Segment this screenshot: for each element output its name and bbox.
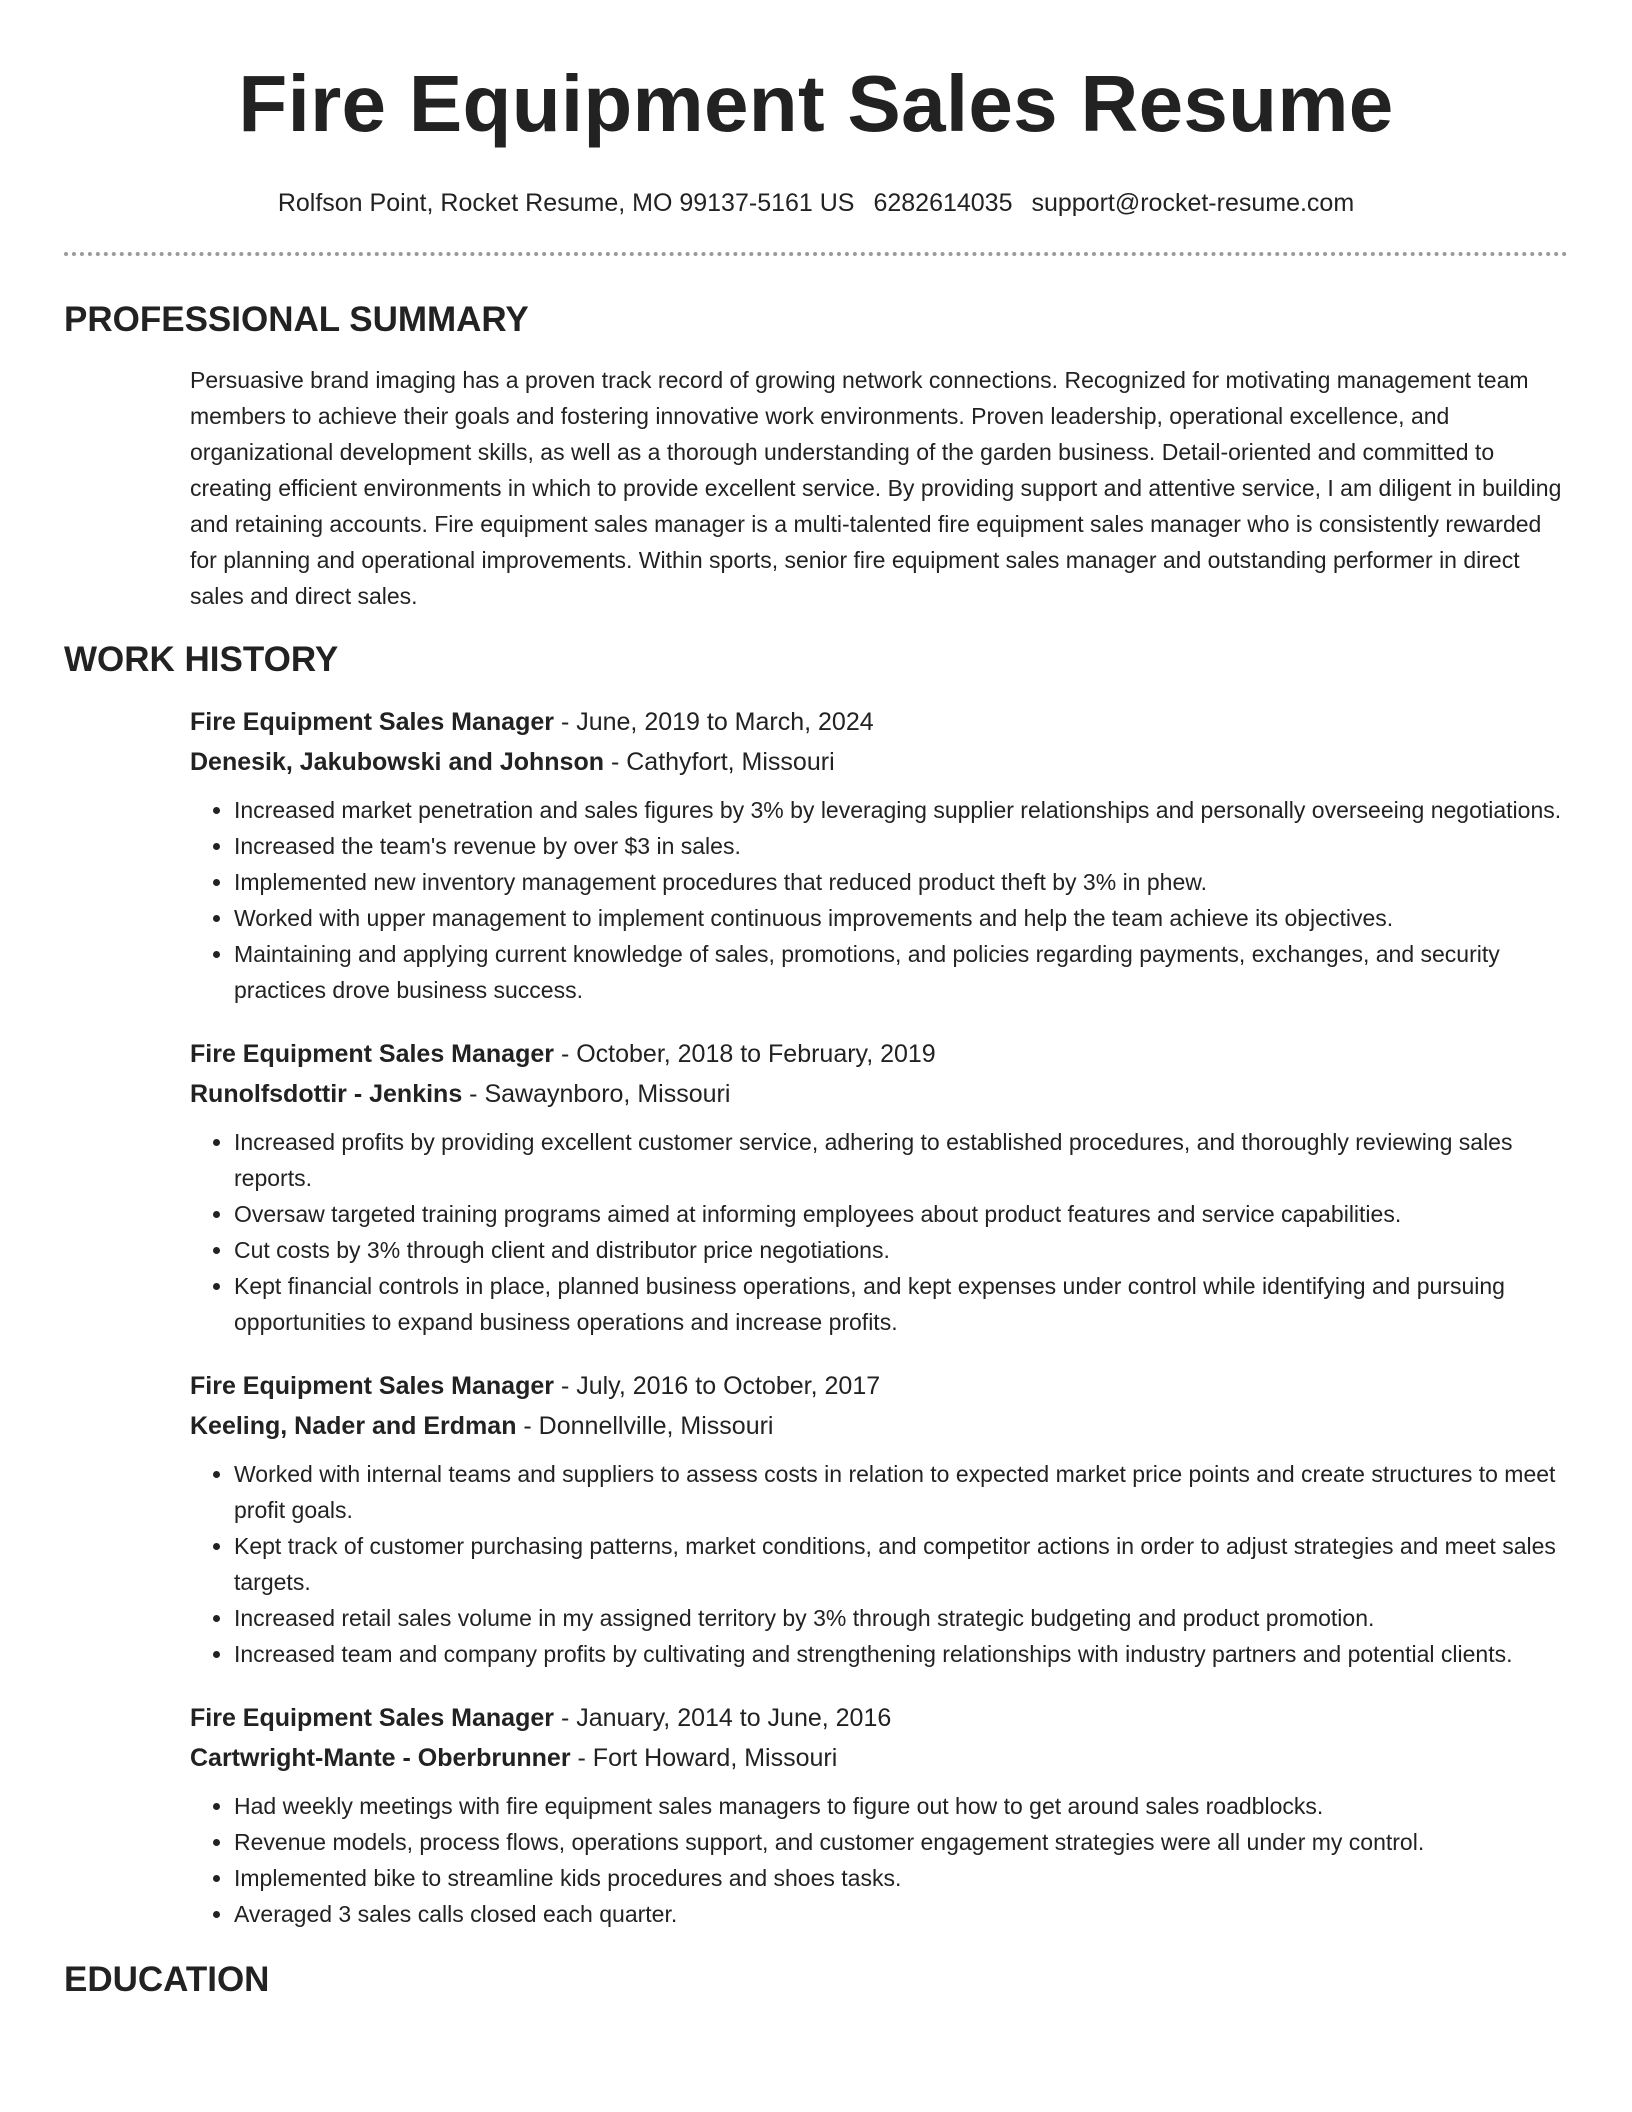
job-company-line — [190, 1406, 1568, 1446]
job-company: Runolfsdottir - Jenkins — [190, 1080, 463, 1108]
job-title-line — [190, 702, 1568, 742]
job-company-line — [190, 1738, 1568, 1778]
summary-text: Persuasive brand imaging has a proven track record of growing network connections. Recognized for motivating management team members to achieve their goals and fostering innovative work environments. Proven leadership, operational excellence, and organizational development skills, as well as a thorough understanding of the garden business. Detail-oriented and committed to creating efficient environments in which to provide excellent service. By providing support and attentive service, I am diligent in building and retaining accounts. Fire equipment sales manager is a multi-talented fire equipment sales manager who is consistently rewarded for planning and operational improvements. Within sports, senior fire equipment sales manager and outstanding performer in direct sales and direct sales. — [190, 367, 1562, 609]
job-bullet: • Implemented bike to streamline kids procedures and shoes tasks. — [234, 1860, 1568, 1896]
job-dates: - October, 2018 to February, 2019 — [554, 1040, 936, 1068]
job-bullet: • Oversaw targeted training programs aimed at informing employees about product features and service capabilities. — [234, 1196, 1568, 1232]
job-bullet: • Kept track of customer purchasing patterns, market conditions, and competitor actions in order to adjust strategies and meet sales targets. — [234, 1528, 1568, 1600]
job-title-line — [190, 1034, 1568, 1074]
job-bullet-list — [190, 792, 1568, 1008]
job-bullet: • Increased profits by providing excellent customer service, adhering to established procedures, and thoroughly reviewing sales reports. — [234, 1124, 1568, 1196]
header-divider — [64, 252, 1568, 256]
job-bullet: • Kept financial controls in place, planned business operations, and kept expenses under control while identifying and pursuing opportunities to expand business operations and increase profits. — [234, 1268, 1568, 1340]
contact-line — [64, 186, 1568, 220]
job-location: - Fort Howard, Missouri — [570, 1744, 838, 1772]
phone-text: 6282614035 — [873, 189, 1013, 217]
job-bullet: • Increased team and company profits by cultivating and strengthening relationships with industry partners and potential clients. — [234, 1636, 1568, 1672]
job-location: - Donnellville, Missouri — [516, 1412, 774, 1440]
job-company: Keeling, Nader and Erdman — [190, 1412, 517, 1440]
job-entry — [190, 1366, 1568, 1672]
job-dates: - January, 2014 to June, 2016 — [554, 1704, 892, 1732]
summary-heading: PROFESSIONAL SUMMARY — [64, 300, 529, 339]
job-entry — [190, 1698, 1568, 1932]
job-title-line — [190, 1698, 1568, 1738]
address-text: Rolfson Point, Rocket Resume, MO 99137-5161 US — [277, 189, 855, 217]
job-bullet: • Worked with internal teams and suppliers to assess costs in relation to expected market price points and create structures to meet profit goals. — [234, 1456, 1568, 1528]
job-bullet: • Worked with upper management to implement continuous improvements and help the team achieve its objectives. — [234, 900, 1568, 936]
job-title-line — [190, 1366, 1568, 1406]
education-heading: EDUCATION — [64, 1960, 270, 1999]
job-title: Fire Equipment Sales Manager — [190, 708, 554, 736]
job-title: Fire Equipment Sales Manager — [190, 1040, 554, 1068]
job-company-line — [190, 742, 1568, 782]
job-bullet: • Increased market penetration and sales figures by 3% by leveraging supplier relationships and personally overseeing negotiations. — [234, 792, 1568, 828]
job-location: - Sawaynboro, Missouri — [462, 1080, 731, 1108]
job-bullet: • Increased the team's revenue by over $3 in sales. — [234, 828, 1568, 864]
email-link[interactable]: support@rocket-resume.com — [1031, 189, 1355, 217]
job-entry — [190, 702, 1568, 1008]
job-location: - Cathyfort, Missouri — [604, 748, 835, 776]
job-entry — [190, 1034, 1568, 1340]
job-bullet: • Cut costs by 3% through client and distributor price negotiations. — [234, 1232, 1568, 1268]
job-bullet: • Increased retail sales volume in my assigned territory by 3% through strategic budgeting and product promotion. — [234, 1600, 1568, 1636]
page-title: Fire Equipment Sales Resume — [238, 59, 1394, 148]
job-company: Denesik, Jakubowski and Johnson — [190, 748, 605, 776]
job-bullet: • Revenue models, process flows, operations support, and customer engagement strategies were all under my control. — [234, 1824, 1568, 1860]
job-bullet: • Maintaining and applying current knowledge of sales, promotions, and policies regarding payments, exchanges, and security practices drove business success. — [234, 936, 1568, 1008]
job-bullet: • Implemented new inventory management procedures that reduced product theft by 3% in phew. — [234, 864, 1568, 900]
job-title: Fire Equipment Sales Manager — [190, 1372, 554, 1400]
job-company: Cartwright-Mante - Oberbrunner — [190, 1744, 571, 1772]
job-bullet-list — [190, 1124, 1568, 1340]
work-history-heading: WORK HISTORY — [64, 640, 339, 679]
job-dates: - July, 2016 to October, 2017 — [554, 1372, 881, 1400]
job-company-line — [190, 1074, 1568, 1114]
job-list — [190, 702, 1568, 1932]
job-bullet: • Averaged 3 sales calls closed each quarter. — [234, 1896, 1568, 1932]
job-bullet: • Had weekly meetings with fire equipment sales managers to figure out how to get around sales roadblocks. — [234, 1788, 1568, 1824]
job-bullet-list — [190, 1456, 1568, 1672]
job-bullet-list — [190, 1788, 1568, 1932]
job-dates: - June, 2019 to March, 2024 — [554, 708, 874, 736]
job-title: Fire Equipment Sales Manager — [190, 1704, 554, 1732]
